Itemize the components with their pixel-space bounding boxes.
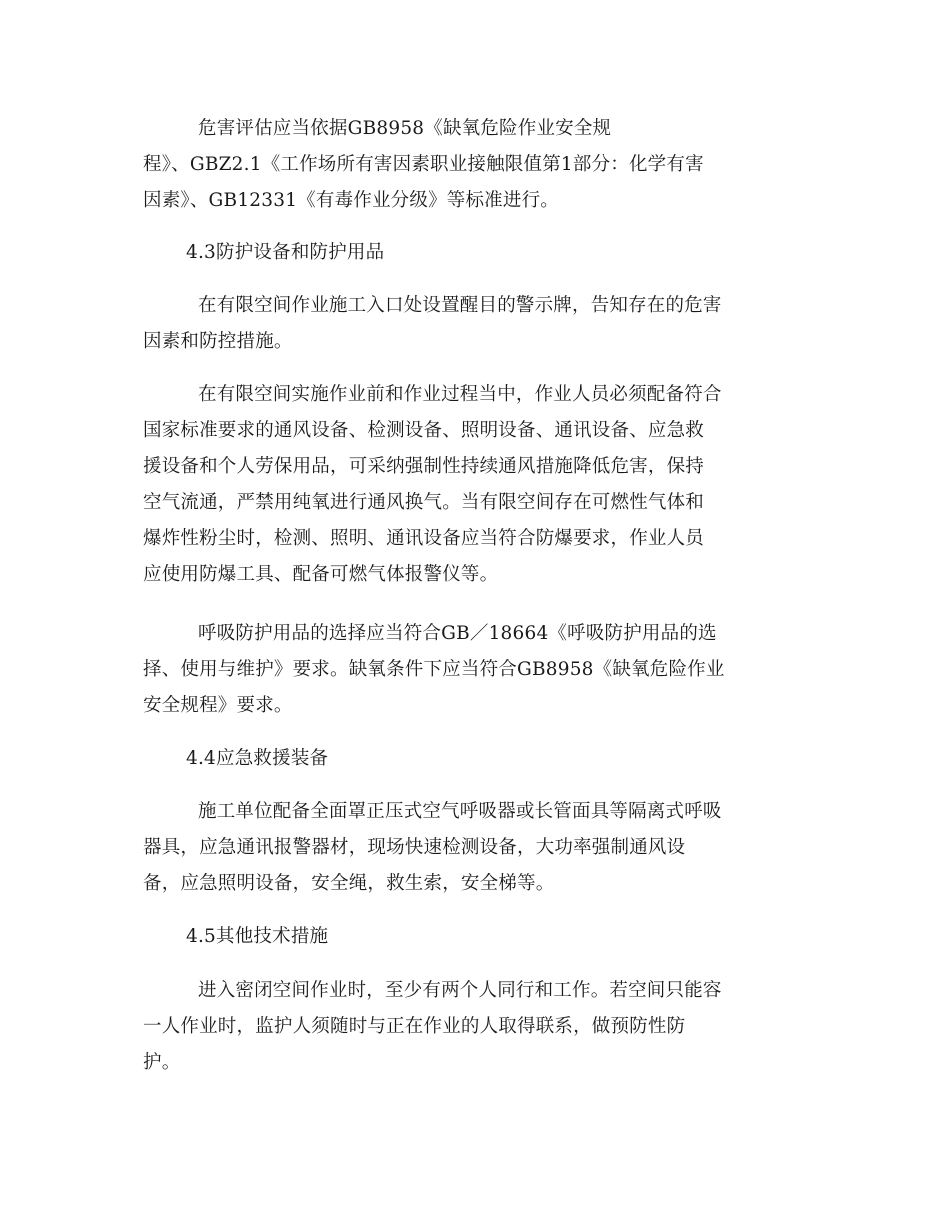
text-line: 援设备和个人劳保用品，可采纳强制性持续通风措施降低危害，保持 [143,456,705,477]
text-line: 在有限空间作业施工入口处设置醒目的警示牌，告知存在的危害 [198,295,722,316]
text-line: 进入密闭空间作业时，至少有两个人同行和工作。若空间只能容 [198,980,722,1001]
text-line: 程》、GBZ2.1《工作场所有害因素职业接触限值第1部分：化学有害 [143,154,704,175]
text-line: 空气流通，严禁用纯氧进行通风换气。当有限空间存在可燃性气体和 [143,492,705,513]
text-line: 应使用防爆工具、配备可燃气体报警仪等。 [143,564,499,585]
text-line: 备，应急照明设备，安全绳，救生索，安全梯等。 [143,873,555,894]
text-line: 施工单位配备全面罩正压式空气呼吸器或长管面具等隔离式呼吸 [198,801,722,822]
text-line: 危害评估应当依据GB8958《缺氧危险作业安全规 [198,118,612,139]
text-line: 在有限空间实施作业前和作业过程当中，作业人员必须配备符合 [198,384,722,405]
text-line: 因素和防控措施。 [143,331,293,352]
text-line: 择、使用与维护》要求。缺氧条件下应当符合GB8958《缺氧危险作业 [143,659,725,680]
text-line: 一人作业时，监护人须随时与正在作业的人取得联系，做预防性防 [143,1016,686,1037]
text-line: 护。 [143,1052,181,1073]
text-line: 国家标准要求的通风设备、检测设备、照明设备、通讯设备、应急救 [143,420,705,441]
text-line: 爆炸性粉尘时，检测、照明、通讯设备应当符合防爆要求，作业人员 [143,528,705,549]
text-line: 器具，应急通讯报警器材，现场快速检测设备，大功率强制通风设 [143,837,686,858]
text-line: 呼吸防护用品的选择应当符合GB／18664《呼吸防护用品的选 [198,623,717,644]
section-heading-4-3: 4.3防护设备和防护用品 [186,242,385,263]
section-heading-4-5: 4.5其他技术措施 [186,926,329,947]
text-line: 因素》、GB12331《有毒作业分级》等标准进行。 [143,190,559,211]
section-heading-4-4: 4.4应急救援装备 [186,748,329,769]
text-line: 安全规程》要求。 [143,695,293,716]
